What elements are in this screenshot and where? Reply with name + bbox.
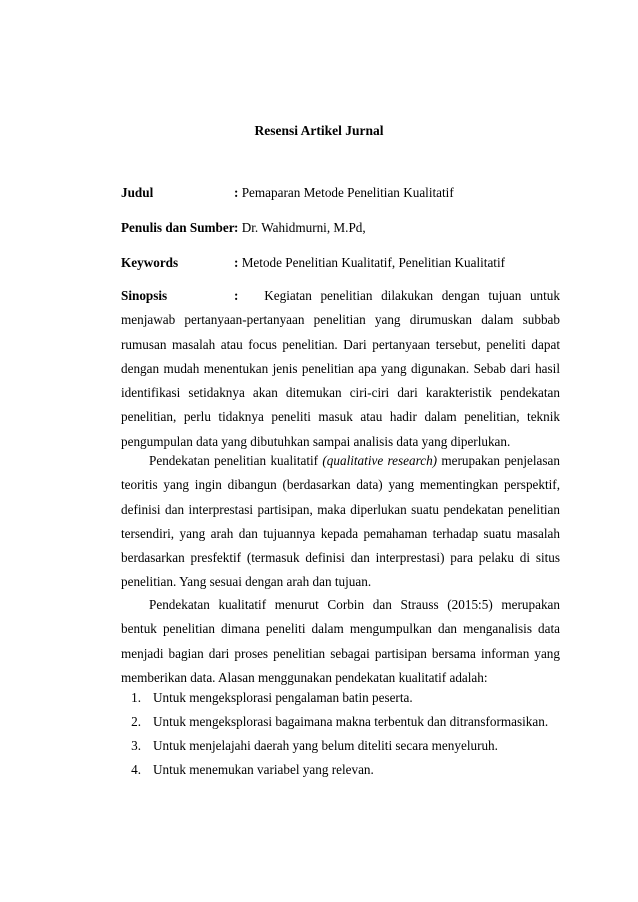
meta-value: Metode Penelitian Kualitatif, Penelitian Kualitatif: [241, 255, 506, 270]
paragraph-text: Pendekatan penelitian kualitatif: [149, 453, 323, 468]
sinopsis-paragraph: [121, 284, 560, 454]
list-number: 3.: [131, 738, 141, 753]
meta-row-keywords: [121, 255, 561, 271]
list-text: Untuk menjelajahi daerah yang belum diteliti secara menyeluruh.: [153, 738, 498, 753]
page-title: Resensi Artikel Jurnal: [254, 123, 384, 138]
list-item: [121, 758, 561, 782]
meta-row-judul: [121, 185, 561, 201]
sinopsis-text: Kegiatan penelitian dilakukan dengan tujuan untuk menjawab pertanyaan-pertanyaan penelitian yang dirumuskan dalam subbab rumusan masalah atau focus penelitian. Dari pertanyaan tersebut, peneliti dapat dengan mudah menentukan jenis penelitian apa yang digunakan. Sebab dari hasil identifikasi setidaknya akan ditemukan ciri-ciri dari karakteristik pendekatan penelitian, perlu tidaknya peneliti masuk atau hadir dalam penelitian, teknik pengumpulan data yang dibutuhkan sampai analisis data yang diperlukan.: [121, 288, 560, 449]
paragraph-italic-term: (qualitative research): [322, 453, 438, 468]
list-text: Untuk menemukan variabel yang relevan.: [153, 762, 374, 777]
paragraph-pendekatan: [121, 449, 560, 595]
paragraph-text: merupakan penjelasan teoritis yang ingin dibangun (berdasarkan data) yang mementingkan perspektif, definisi dan interprestasi partisipan, maka diperlukan suatu pendekatan penelitian tersendiri, yang arah dan tujuannya kepada pemahaman terhadap suatu masalah berdasarkan presfektif (termasuk definisi dan interprestasi) para pelaku di situs penelitian. Yang sesuai dengan arah dan tujuan.: [121, 453, 560, 590]
sinopsis-colon: :: [234, 288, 239, 303]
meta-row-penulis: [121, 220, 561, 236]
list-number: 2.: [131, 714, 141, 729]
list-item: [121, 686, 561, 710]
list-number: 4.: [131, 762, 141, 777]
list-item: [121, 710, 561, 734]
meta-value: Dr. Wahidmurni, M.Pd,: [241, 220, 366, 235]
meta-label: Keywords: [121, 255, 179, 270]
paragraph-corbin-strauss: Pendekatan kualitatif menurut Corbin dan Strauss (2015:5) merupakan bentuk penelitian dimana peneliti dalam mengumpulkan dan menganalisis data menjadi bagian dari proses penelitian sebagai partisipan bersama informan yang memberikan data. Alasan menggunakan pendekatan kualitatif adalah:: [121, 597, 560, 685]
list-number: 1.: [131, 690, 141, 705]
meta-value: Pemaparan Metode Penelitian Kualitatif: [241, 185, 454, 200]
list-item: [121, 734, 561, 758]
meta-label: Penulis dan Sumber: [121, 220, 235, 235]
meta-colon: :: [234, 185, 239, 200]
sinopsis-label: Sinopsis: [121, 288, 168, 303]
meta-label: Judul: [121, 185, 154, 200]
list-text: Untuk mengeksplorasi bagaimana makna terbentuk dan ditransformasikan.: [153, 714, 549, 729]
meta-colon: :: [234, 220, 239, 235]
meta-colon: :: [234, 255, 239, 270]
reasons-list: [121, 686, 561, 782]
list-text: Untuk mengeksplorasi pengalaman batin peserta.: [153, 690, 413, 705]
